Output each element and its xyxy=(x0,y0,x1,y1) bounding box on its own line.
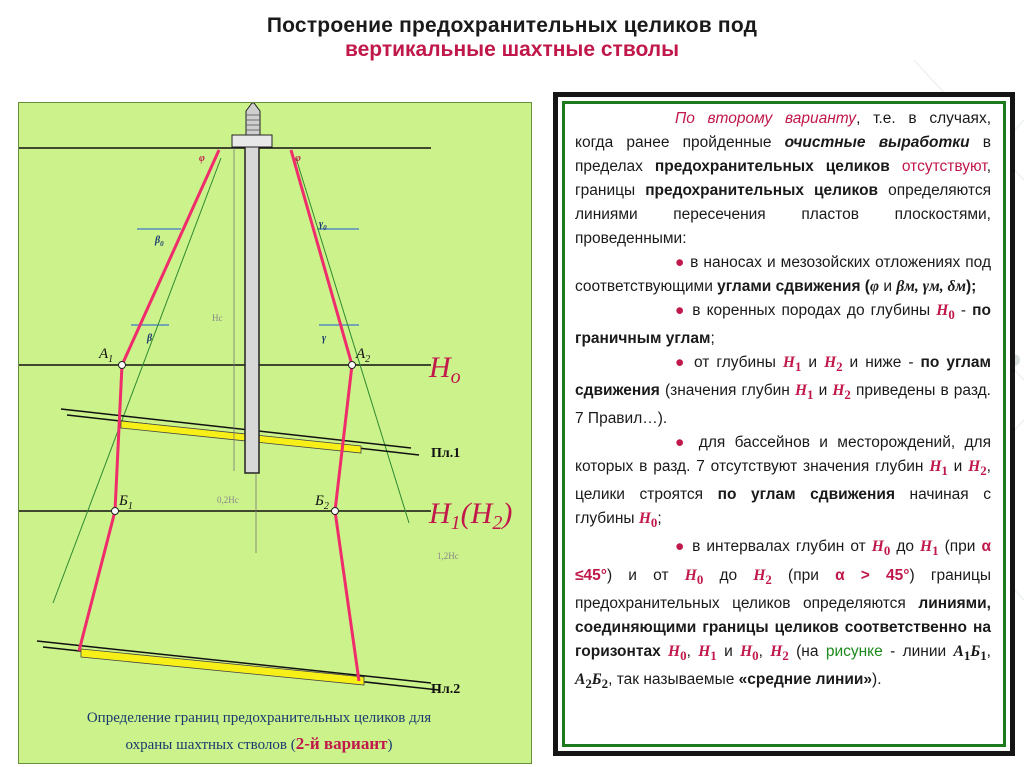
svg-text:А1: $А_1$ xyxy=(99,346,114,365)
diagram-caption: Определение границ предохранительных целиков для охраны шахтных стволов (2-й вариант) xyxy=(86,710,432,753)
svg-text:Hо: $H_о$ xyxy=(429,351,461,388)
shaft xyxy=(245,143,259,473)
headframe-base xyxy=(232,135,272,147)
h1-label: H xyxy=(429,497,451,530)
h2-label: H xyxy=(470,497,493,530)
beta-label: β xyxy=(147,333,153,344)
paragraph-3: ● в коренных породах до глубины $H_0$ - по граничным углам; xyxy=(575,302,991,348)
title-line-1: Построение предохранительных целиков под xyxy=(266,14,758,37)
a1-label: А xyxy=(99,346,109,362)
node-a1 xyxy=(119,362,126,369)
hc-label: Hc xyxy=(212,313,223,323)
node-b1 xyxy=(112,508,119,515)
seam-1-label: Пл.1 xyxy=(431,446,461,461)
node-a2 xyxy=(349,362,356,369)
beta0-label: β xyxy=(155,235,161,246)
hc12-label: 1,2Hc xyxy=(437,551,459,561)
h0-label: H xyxy=(429,351,451,384)
paragraph-4: ● от глубины $H_1$ и $H_2$ и ниже - по углам сдвижения (значения глубин $H_1$ и $H_2$ приведены в разд. 7 Правил…). xyxy=(575,354,991,428)
svg-text:H1(H2): $H_1(H_2)$ xyxy=(429,497,513,534)
title-line-2: вертикальные шахтные стволы xyxy=(344,38,680,61)
paragraph-5: ● для бассейнов и месторождений, для которых в разд. 7 отсутствуют значения глубин $H_1$ и $H_2$, целики строятся по углам сдвижения начиная с глубины $H_0$; xyxy=(575,434,991,531)
diagram-panel xyxy=(18,102,532,764)
seam-2-label: Пл.2 xyxy=(431,682,461,697)
svg-text:β0: $\beta_0$ xyxy=(155,235,164,248)
phi-right-label: φ xyxy=(295,153,301,164)
displacement-line-right xyxy=(296,158,409,523)
a2-label: А xyxy=(356,346,366,362)
svg-text:γ0: $\gamma_0$ xyxy=(319,219,327,232)
node-b2 xyxy=(332,508,339,515)
seam-1 xyxy=(121,421,361,453)
b1-label: Б xyxy=(119,493,128,509)
displacement-line-left xyxy=(53,158,221,603)
gamma-label: γ xyxy=(322,333,327,344)
pillar-boundary-left xyxy=(79,150,219,651)
svg-text:А2: $А_2$ xyxy=(356,346,371,365)
phi-left-label: φ xyxy=(199,153,205,164)
shaft-pillar-diagram xyxy=(19,103,531,763)
paragraph-1: По втором​у варианту, т.е. в случаях, когда ранее пройденные очистные выработки в пределах предохранительных целиков отсутствуют, границы предохранительных целиков определяются линиями пересечения пластов плоскостями, проведенными: xyxy=(575,110,992,247)
gamma0-label: γ xyxy=(319,219,324,230)
text-content xyxy=(562,101,1006,747)
text-panel xyxy=(553,92,1015,756)
paragraph-2: ● в наносах и мезозойских отложениях под соответствующими углами сдвижения (φ и βм, γм, δм); xyxy=(575,254,991,295)
svg-text:Б1: $Б_1$ xyxy=(119,493,133,512)
svg-text:Б2: $Б_2$ xyxy=(315,493,329,512)
paragraph-6: ● в интервалах глубин от $H_0$ до $H_1$ (при α ≤45°) и от $H_0$ до $H_2$ (при α > 45°) границы предохранительных целиков определяются линиями, соединяющими границы целиков соответственно на горизонтах $H_0$, $H_1$ и $H_0$, $H_2$ (на рисунке - линии $А_1Б_1$, $А_2Б_2$, так называемые «средние линии»). xyxy=(575,538,991,691)
b2-label: Б xyxy=(315,493,324,509)
hc02-label: 0,2Hc xyxy=(217,495,239,505)
seam-2 xyxy=(81,649,364,685)
